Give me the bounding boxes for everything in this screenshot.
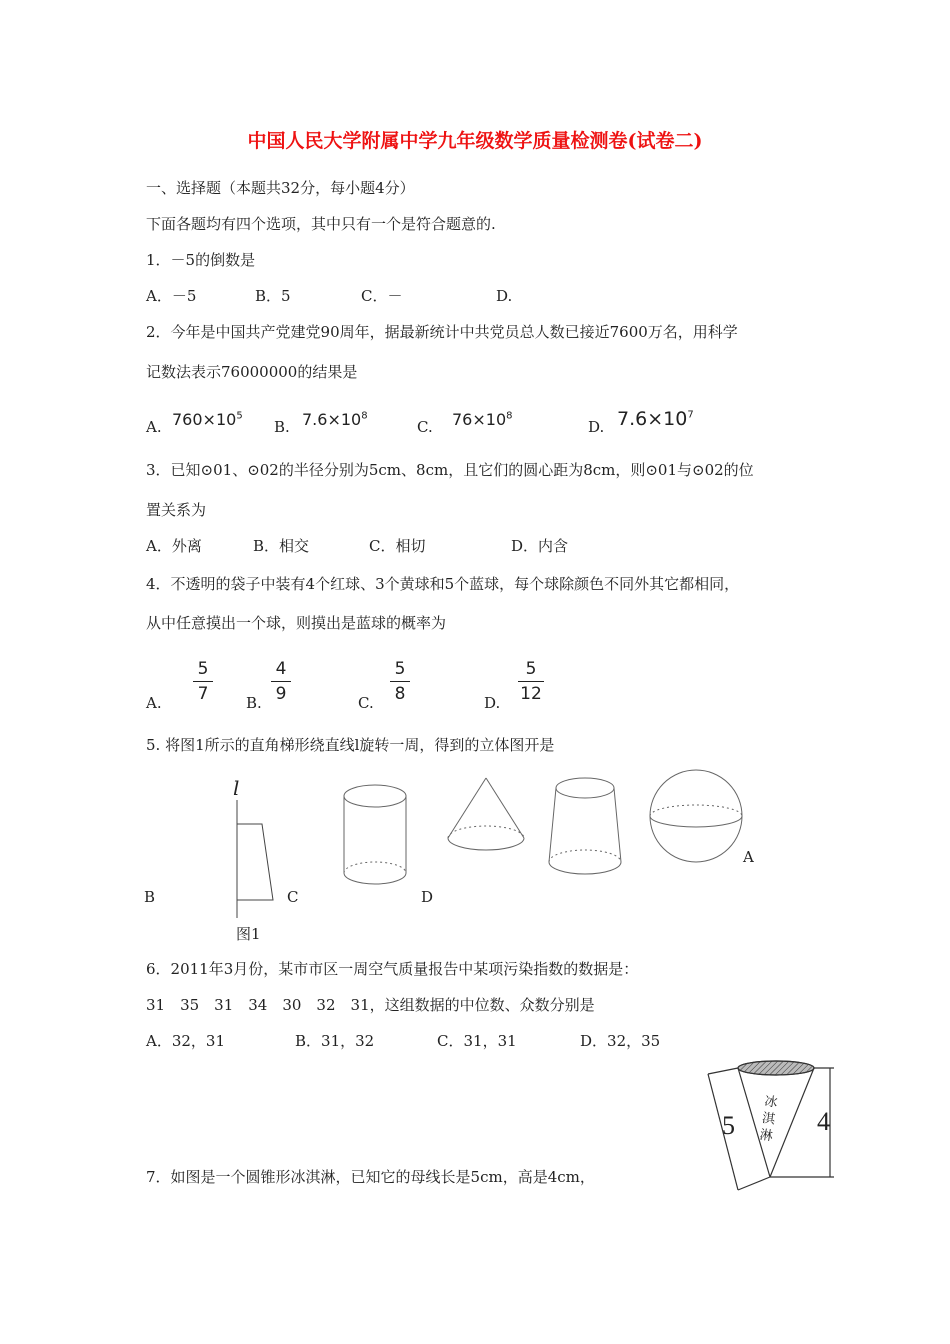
question-4-line1: 4．不透明的袋子中装有4个红球、3个黄球和5个蓝球，每个球除颜色不同外其它都相同， (146, 575, 740, 593)
q4-option-a-fraction (193, 658, 213, 705)
question-5-stem: 5. 将图1所示的直角梯形绕直线l旋转一周，得到的立体图开是 (146, 736, 555, 754)
q4-option-c-label: C. (358, 694, 374, 712)
fraction-numerator: 5 (525, 659, 537, 679)
question-2-line1: 2．今年是中国共产党建党90周年，据最新统计中共党员总人数已接近7600万名，用科学 (146, 323, 738, 341)
frustum-figure (549, 778, 621, 874)
q3-option-b: B．相交 (253, 537, 310, 555)
q1-option-c: C．－ (361, 287, 403, 305)
q4-option-b-label: B. (246, 694, 262, 712)
right-trapezoid-figure (237, 800, 273, 918)
q1-option-a: A．－5 (146, 287, 197, 305)
fraction-numerator: 4 (275, 659, 287, 679)
question-3-line1: 3．已知⊙01、⊙02的半径分别为5cm、8cm，且它们的圆心距为8cm，则⊙01与⊙02的位 (146, 461, 754, 479)
ice-cream-text: 冰淇淋 (758, 1094, 779, 1145)
question-4-line2: 从中任意摸出一个球，则摸出是蓝球的概率为 (146, 614, 447, 632)
q2-option-d-value: $7.6\times 10^7$ (617, 408, 694, 430)
q6-option-c: C．31，31 (437, 1032, 517, 1050)
q6-option-b: B．31，32 (295, 1032, 375, 1050)
fraction-denominator: 8 (394, 684, 406, 704)
question-3-line2: 置关系为 (146, 501, 207, 519)
cylinder-figure (344, 785, 406, 884)
q4-option-b-fraction (271, 658, 291, 705)
question-2-line2: 记数法表示76000000的结果是 (146, 363, 358, 381)
question-6-line2: 31 35 31 34 30 32 31，这组数据的中位数、众数分别是 (146, 996, 595, 1014)
q5-option-d-label: D (421, 888, 434, 906)
fraction-denominator: 12 (520, 684, 542, 704)
fraction-numerator: 5 (197, 659, 209, 679)
q4-option-a-label: A. (146, 694, 162, 712)
q2-option-a-value: $760\times 10^5$ (172, 410, 243, 429)
height-label: 4 (817, 1107, 830, 1136)
q5-option-c-label: C (287, 888, 299, 906)
fraction-denominator: 9 (275, 684, 287, 704)
fraction-denominator: 7 (197, 684, 209, 704)
q3-option-d: D．内含 (511, 537, 569, 555)
q6-option-a: A．32，31 (146, 1032, 226, 1050)
figure-1-caption: 图1 (236, 925, 261, 943)
q4-option-d-label: D. (484, 694, 501, 712)
q6-option-d: D．32，35 (580, 1032, 661, 1050)
cone-figure (448, 778, 524, 850)
question-6-line1: 6．2011年3月份，某市市区一周空气质量报告中某项污染指数的数据是： (146, 960, 639, 978)
page-title: 中国人民大学附属中学九年级数学质量检测卷(试卷二) (247, 130, 703, 152)
question-7-stem: 7．如图是一个圆锥形冰淇淋，已知它的母线长是5cm，高是4cm， (146, 1168, 595, 1186)
q2-option-b-value: $7.6\times 10^8$ (302, 410, 368, 429)
q3-option-c: C．相切 (369, 537, 426, 555)
q4-option-d-fraction (518, 658, 544, 705)
q5-option-a-label: A (743, 848, 754, 866)
sphere-figure (650, 770, 742, 862)
q2-option-c-label: C. (417, 418, 433, 436)
q1-option-d: D. (496, 287, 513, 305)
q5-option-b-label: B (144, 888, 156, 906)
fraction-numerator: 5 (394, 659, 406, 679)
q2-option-d-label: D. (588, 418, 605, 436)
axis-l-label: l (233, 776, 240, 800)
q4-option-c-fraction (390, 658, 410, 705)
q2-option-c-value: $76\times 10^8$ (452, 410, 513, 429)
q2-option-a-label: A. (146, 418, 162, 436)
slant-length-label: 5 (722, 1111, 735, 1140)
section-heading: 一、选择题（本题共32分，每小题4分） (146, 179, 415, 197)
q3-option-a: A．外离 (146, 537, 202, 555)
question-1-stem: 1．－5的倒数是 (146, 251, 256, 269)
section-instruction: 下面各题均有四个选项，其中只有一个是符合题意的. (146, 215, 496, 233)
q2-option-b-label: B. (274, 418, 290, 436)
q1-option-b: B．5 (255, 287, 291, 305)
